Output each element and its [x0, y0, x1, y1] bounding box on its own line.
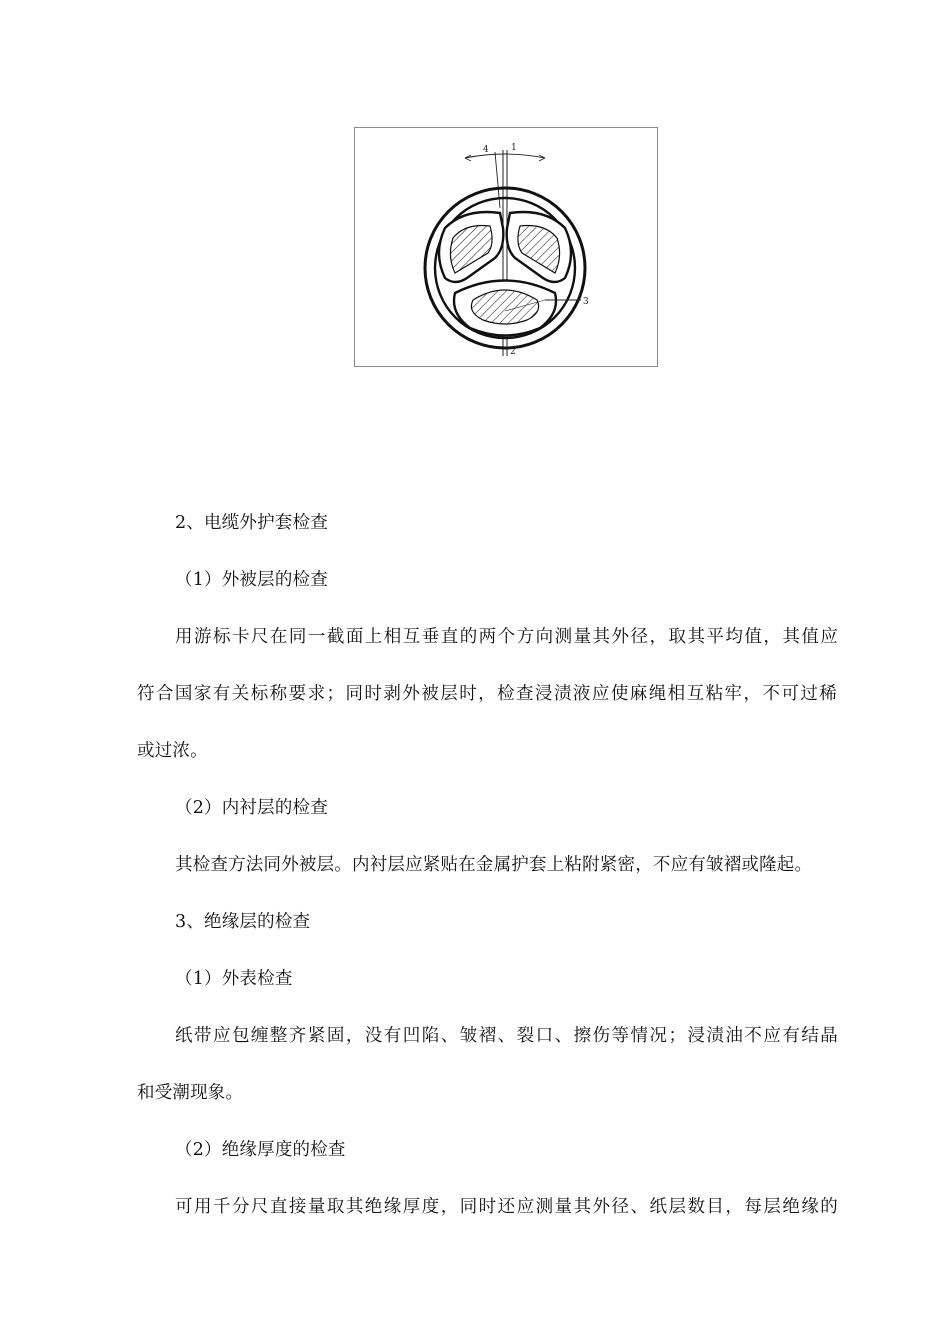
paragraph-line	[0, 1024, 950, 1048]
paragraph-text: 纸带应包缠整齐紧固，没有凹陷、皱褶、裂口、擦伤等情况；浸渍油不应有结晶	[175, 1026, 838, 1046]
paragraph-text: 用游标卡尺在同一截面上相互垂直的两个方向测量其外径，取其平均值，其值应	[175, 627, 838, 647]
paragraph-text: 可用千分尺直接量取其绝缘厚度，同时还应测量其外径、纸层数目，每层绝缘的	[175, 1197, 838, 1217]
label-4: 4	[483, 145, 489, 155]
heading-outer-jacket-inspection: 2、电缆外护套检查	[175, 513, 328, 533]
paragraph-line	[0, 1195, 950, 1219]
label-2: 2	[510, 347, 516, 357]
paragraph-line	[0, 682, 950, 706]
paragraph-text: 符合国家有关标称要求；同时剥外被层时，检查浸渍液应使麻绳相互粘牢，不可过稀	[137, 684, 837, 704]
subheading-outer-layer: （1）外被层的检查	[175, 570, 328, 590]
paragraph-line	[0, 625, 950, 649]
paragraph-line: 或过浓。	[137, 741, 208, 761]
label-1: 1	[511, 143, 517, 153]
angle-arc	[465, 154, 545, 158]
subheading-surface-check: （1）外表检查	[175, 969, 293, 989]
subheading-insulation-thickness: （2）绝缘厚度的检查	[175, 1140, 346, 1160]
cable-cross-section-figure	[354, 127, 658, 367]
paragraph-line: 其检查方法同外被层。内衬层应紧贴在金属护套上粘附紧密，不应有皱褶或隆起。	[175, 855, 813, 875]
heading-insulation-inspection: 3、绝缘层的检查	[175, 912, 311, 932]
cable-cross-section-drawing	[355, 128, 659, 368]
paragraph-line: 和受潮现象。	[137, 1083, 244, 1103]
subheading-inner-lining: （2）内衬层的检查	[175, 798, 328, 818]
label-3: 3	[583, 297, 589, 307]
